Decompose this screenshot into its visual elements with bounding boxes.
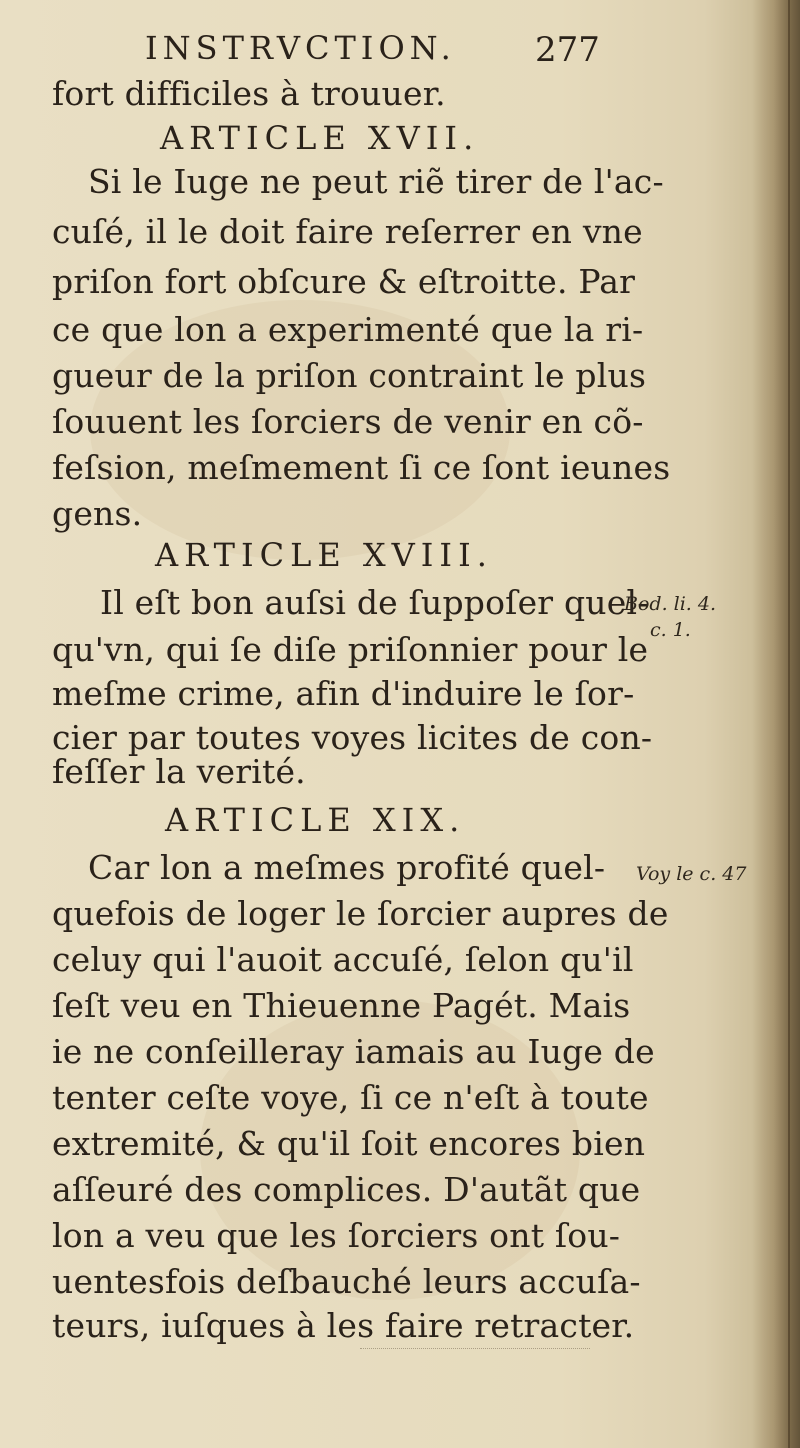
text-line: cuſé, il le doit faire reſerrer en vne — [52, 212, 643, 251]
article-heading: ARTICLE XIX. — [165, 801, 466, 839]
text-line: ſouuent les ſorciers de venir en cõ- — [52, 402, 644, 441]
text-line: celuy qui l'auoit accuſé, ſelon qu'il — [52, 940, 634, 979]
page-gutter — [752, 0, 800, 1448]
text-line: gens. — [52, 494, 143, 533]
article-heading: ARTICLE XVIII. — [155, 536, 493, 574]
page-number: 277 — [535, 30, 600, 70]
text-line: Si le Iuge ne peut riẽ tirer de l'ac- — [88, 162, 664, 201]
gutter-line — [788, 0, 790, 1448]
text-line: Il eſt bon auſsi de ſuppoſer quel- — [100, 583, 649, 622]
text-line: priſon fort obſcure & eſtroitte. Par — [52, 262, 636, 301]
text-line: extremité, & qu'il ſoit encores bien — [52, 1124, 646, 1163]
text-line: feſsion, meſmement ſi ce ſont ieunes — [52, 448, 671, 487]
margin-note-line: c. 1. — [650, 619, 691, 641]
text-line: qu'vn, qui ſe diſe priſonnier pour le — [52, 630, 649, 669]
running-head: INSTRVCTION. — [145, 29, 456, 67]
text-line: Car lon a meſmes profité quel- — [88, 848, 606, 887]
bottom-rule — [360, 1348, 590, 1349]
text-line: aſſeuré des complices. D'autãt que — [52, 1170, 641, 1209]
text-line: ie ne conſeilleray iamais au Iuge de — [52, 1032, 655, 1071]
margin-note-line: Bod. li. 4. — [624, 593, 717, 615]
margin-note-line: Voy le c. 47 — [636, 863, 747, 885]
text-line: meſme crime, afin d'induire le ſor- — [52, 674, 635, 713]
article-heading: ARTICLE XVII. — [160, 119, 480, 157]
text-line: lon a veu que les ſorciers ont ſou- — [52, 1216, 621, 1255]
text-line: cier par toutes voyes licites de con- — [52, 718, 653, 757]
continuation-line: fort difficiles à trouuer. — [52, 74, 446, 113]
text-line: feſſer la verité. — [52, 752, 306, 791]
text-line: gueur de la priſon contraint le plus — [52, 356, 647, 395]
text-line: ce que lon a experimenté que la ri- — [52, 310, 644, 349]
text-line: uentesfois deſbauché leurs accuſa- — [52, 1262, 641, 1301]
text-line: tenter ceſte voye, ſi ce n'eſt à toute — [52, 1078, 649, 1117]
text-line: ſeſt veu en Thieuenne Pagét. Mais — [52, 986, 631, 1025]
text-line: quefois de loger le ſorcier aupres de — [52, 894, 669, 933]
text-line: teurs, iuſques à les faire retracter. — [52, 1306, 635, 1345]
